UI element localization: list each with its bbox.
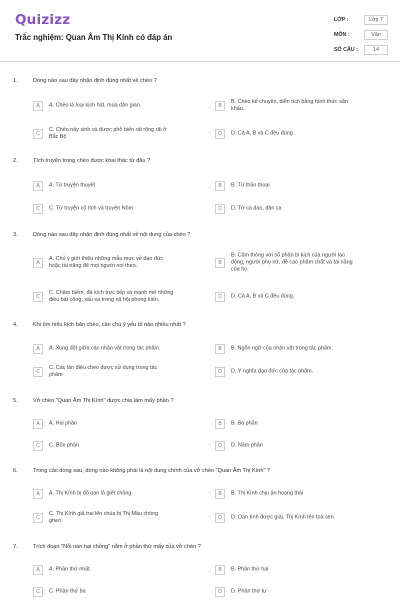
answer-option-c[interactable]	[33, 434, 213, 458]
option-letter-box: C	[33, 129, 43, 139]
answer-option-d[interactable]	[215, 434, 395, 458]
option-letter-box: C	[33, 367, 43, 377]
option-letter-box: D	[215, 204, 225, 214]
answer-option-a[interactable]	[33, 174, 213, 198]
option-letter-box: A	[33, 181, 43, 191]
answer-option-c[interactable]	[33, 360, 213, 384]
answer-option-d[interactable]	[215, 580, 395, 600]
answer-option-c[interactable]	[33, 122, 213, 146]
option-letter-box: C	[33, 513, 43, 523]
option-text: D. Từ ca dao, dân ca	[231, 205, 282, 212]
option-text: A. Chủ ý giới thiệu những mẫu mực về đạo đức hoặc tài năng để mọi người noi theo.	[49, 256, 164, 269]
answer-option-d[interactable]	[215, 360, 395, 384]
option-text: D. Phần thứ tư	[231, 588, 267, 595]
option-letter-box: C	[33, 441, 43, 451]
question-count-label: SỐ CÂU :	[334, 47, 358, 53]
option-text: A. Xung đột giữa các nhân vật trong tác phẩm.	[49, 345, 161, 352]
question-text: Trích đoạn "Nỗi oan hại chồng" nằm ở phần thứ mấy của vở chèo ?	[33, 544, 201, 550]
option-letter-box: A	[33, 258, 43, 268]
option-text: C. Thị Kính giả trai lên chùa bị Thị Mầu chồng ghẹo.	[49, 511, 159, 524]
question-number: 3.	[13, 232, 18, 238]
answer-option-b[interactable]	[215, 94, 395, 118]
option-text: C. Từ truyện cổ tích và truyện Nôm	[49, 205, 134, 212]
answer-option-a[interactable]	[33, 412, 213, 436]
question-text: Trong các dòng sau, dòng nào không phải là nội dung chính của vở chèo "Quan Âm Thị Kính" ?	[33, 468, 271, 474]
option-text: B. Phần thứ hai	[231, 566, 269, 573]
option-letter-box: B	[215, 344, 225, 354]
option-text: C. Bốn phần	[49, 442, 79, 449]
question-number: 6.	[13, 468, 18, 474]
option-text: B. Cảm thông với số phận bi kịch của người lao động, người phụ nữ, đề cao phẩm chất và tài năng của họ.	[231, 252, 353, 273]
option-text: D. Năm phần	[231, 442, 263, 449]
question-text: Khi tìm hiểu kịch bản chèo, cần chú ý yếu tố nào nhiều nhất ?	[33, 322, 186, 328]
option-text: D. Oan tình được giải, Thị Kính lên toà sen.	[231, 514, 336, 521]
answer-option-c[interactable]	[33, 506, 213, 530]
question-text: Vở chèo "Quan Âm Thị Kính" được chia làm mấy phần ?	[33, 398, 174, 404]
question-count-value: 14	[364, 45, 388, 55]
answer-option-c[interactable]	[33, 285, 213, 309]
option-letter-box: A	[33, 344, 43, 354]
option-text: D. Ý nghĩa đạo đức của tác phẩm.	[231, 368, 314, 375]
question-number: 5.	[13, 398, 18, 404]
answer-option-a[interactable]	[33, 94, 213, 118]
subject-label: MÔN :	[334, 32, 350, 38]
answer-option-d[interactable]	[215, 197, 395, 221]
option-letter-box: A	[33, 489, 43, 499]
question-number: 1.	[13, 78, 18, 84]
question-number: 2.	[13, 158, 18, 164]
option-letter-box: D	[215, 292, 225, 302]
option-letter-box: C	[33, 587, 43, 597]
grade-value: Lớp 7	[364, 15, 388, 25]
answer-option-d[interactable]	[215, 122, 395, 146]
option-text: B. Từ thần thoại	[231, 182, 270, 189]
answer-option-c[interactable]	[33, 580, 213, 600]
option-text: C. Phần thứ ba	[49, 588, 86, 595]
answer-option-d[interactable]	[215, 285, 395, 309]
answer-option-a[interactable]	[33, 558, 213, 582]
option-text: A. Phần thứ nhất	[49, 566, 90, 573]
quizizz-logo: Quizizz	[15, 12, 71, 28]
option-letter-box: D	[215, 441, 225, 451]
answer-option-b[interactable]	[215, 251, 395, 275]
answer-option-d[interactable]	[215, 506, 395, 530]
option-letter-box: B	[215, 101, 225, 111]
question-text: Dòng nào sau đây nhận định đúng nhất về nội dung của chèo ?	[33, 232, 191, 238]
answer-option-b[interactable]	[215, 412, 395, 436]
question-number: 4.	[13, 322, 18, 328]
answer-option-a[interactable]	[33, 251, 213, 275]
answer-option-b[interactable]	[215, 482, 395, 506]
option-text: A. Thị Kính bị đổ oan là giết chồng.	[49, 490, 133, 497]
answer-option-b[interactable]	[215, 174, 395, 198]
option-letter-box: B	[215, 489, 225, 499]
option-text: A. Chèo là loại kịch hát, múa dân gian.	[49, 102, 142, 109]
answer-option-b[interactable]	[215, 337, 395, 361]
option-letter-box: B	[215, 419, 225, 429]
answer-option-a[interactable]	[33, 337, 213, 361]
question-text: Dòng nào sau đây nhận định đúng nhất về chèo ?	[33, 78, 157, 84]
answer-option-b[interactable]	[215, 558, 395, 582]
option-letter-box: D	[215, 587, 225, 597]
option-text: C. Châm biếm, đả kích trực tiếp và mạnh mẽ những điều bất công, xấu xa trong xã hội phong kiến.	[49, 290, 174, 303]
option-letter-box: D	[215, 513, 225, 523]
subject-value: Văn	[364, 30, 388, 40]
option-letter-box: B	[215, 258, 225, 268]
option-text: A. Từ truyện thuyết	[49, 182, 96, 189]
option-letter-box: C	[33, 204, 43, 214]
option-text: D. Cả A, B và C đều đúng.	[231, 293, 295, 300]
option-letter-box: A	[33, 565, 43, 575]
page-title: Trắc nghiệm: Quan Âm Thị Kính có đáp án	[15, 33, 173, 42]
option-text: B. Ba phần	[231, 420, 258, 427]
option-letter-box: D	[215, 129, 225, 139]
option-letter-box: A	[33, 419, 43, 429]
answer-option-c[interactable]	[33, 197, 213, 221]
option-text: D. Cả A, B và C đều đúng.	[231, 130, 295, 137]
option-text: B. Thị Kính chịu án hoang thai	[231, 490, 304, 497]
option-text: B. Chèo kể chuyện, diễn tích bằng hình thức sân khấu.	[231, 99, 348, 112]
question-text: Tích truyện trong chèo được khai thác từ đâu ?	[33, 158, 151, 164]
header	[0, 0, 400, 62]
grade-label: LỚP :	[334, 17, 349, 23]
question-number: 7.	[13, 544, 18, 550]
option-text: C. Các làn điệu chèo được sử dụng trong tác phẩm	[49, 365, 158, 378]
option-text: A. Hai phần	[49, 420, 78, 427]
option-letter-box: B	[215, 181, 225, 191]
option-letter-box: C	[33, 292, 43, 302]
answer-option-a[interactable]	[33, 482, 213, 506]
option-letter-box: D	[215, 367, 225, 377]
option-letter-box: A	[33, 101, 43, 111]
option-text: B. Ngôn ngữ của nhân vật trong tác phẩm.	[231, 345, 333, 352]
option-text: C. Chèo nảy sinh và được phổ biến rất rộng rãi ở Bắc Bộ	[49, 127, 167, 140]
option-letter-box: B	[215, 565, 225, 575]
